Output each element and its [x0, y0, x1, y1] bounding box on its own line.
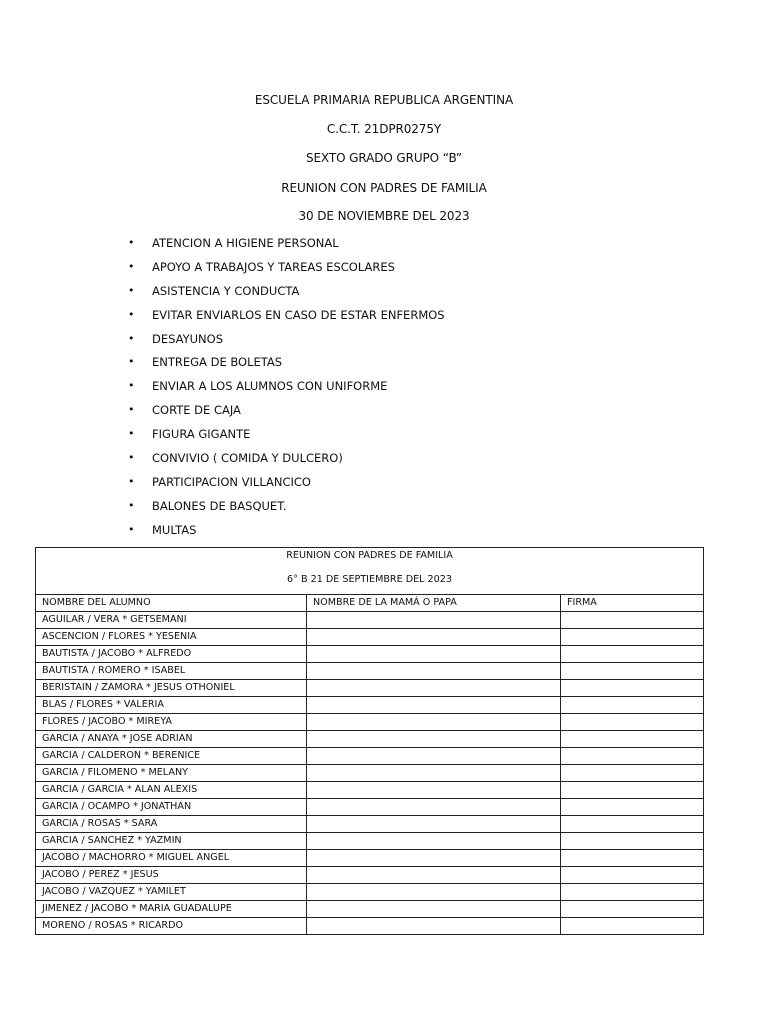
student-name-cell: BLAS / FLORES * VALERIA: [36, 697, 307, 714]
signature-cell[interactable]: [561, 697, 704, 714]
agenda-item-label: PARTICIPACION VILLANCICO: [152, 474, 311, 489]
parent-name-cell[interactable]: [307, 918, 561, 935]
signature-cell[interactable]: [561, 782, 704, 799]
parent-name-cell[interactable]: [307, 901, 561, 918]
table-row: [36, 697, 704, 714]
signature-cell[interactable]: [561, 765, 704, 782]
attendance-table: [35, 547, 704, 935]
bullet-icon: •: [128, 403, 135, 417]
table-title: REUNION CON PADRES DE FAMILIA: [286, 550, 453, 561]
meeting-date: 30 DE NOVIEMBRE DEL 2023: [298, 209, 470, 223]
signature-cell[interactable]: [561, 867, 704, 884]
agenda-item-label: MULTAS: [152, 522, 197, 537]
parent-name-cell[interactable]: [307, 833, 561, 850]
student-name-cell: GARCIA / ANAYA * JOSE ADRIAN: [36, 731, 307, 748]
parent-name-cell[interactable]: [307, 748, 561, 765]
signature-cell[interactable]: [561, 833, 704, 850]
table-title-row: [36, 548, 704, 595]
parent-name-cell[interactable]: [307, 714, 561, 731]
column-header-signature: FIRMA: [561, 595, 704, 612]
table-row: [36, 612, 704, 629]
school-name: ESCUELA PRIMARIA REPUBLICA ARGENTINA: [254, 93, 514, 107]
student-name-cell: JACOBO / MACHORRO * MIGUEL ANGEL: [36, 850, 307, 867]
signature-cell[interactable]: [561, 799, 704, 816]
agenda-item: [128, 451, 445, 475]
signature-cell[interactable]: [561, 884, 704, 901]
parent-name-cell[interactable]: [307, 697, 561, 714]
student-name-cell: GARCIA / OCAMPO * JONATHAN: [36, 799, 307, 816]
agenda-item-label: FIGURA GIGANTE: [152, 427, 251, 442]
agenda-item: [128, 260, 445, 284]
student-name-cell: GARCIA / GARCIA * ALAN ALEXIS: [36, 782, 307, 799]
student-name-cell: GARCIA / CALDERON * BERENICE: [36, 748, 307, 765]
agenda-item: [128, 332, 445, 356]
agenda-item: [128, 499, 445, 523]
signature-cell[interactable]: [561, 901, 704, 918]
table-row: [36, 918, 704, 935]
bullet-icon: •: [128, 307, 135, 321]
table-row: [36, 850, 704, 867]
table-row: [36, 714, 704, 731]
table-row: [36, 884, 704, 901]
bullet-icon: •: [128, 283, 135, 297]
table-row: [36, 799, 704, 816]
student-name-cell: JACOBO / VAZQUEZ * YAMILET: [36, 884, 307, 901]
agenda-item-label: CONVIVIO ( COMIDA Y DULCERO): [152, 451, 343, 466]
agenda-item: [128, 427, 445, 451]
bullet-icon: •: [128, 331, 135, 345]
table-row: [36, 765, 704, 782]
parent-name-cell[interactable]: [307, 663, 561, 680]
table-row: [36, 731, 704, 748]
table-row: [36, 646, 704, 663]
table-subtitle: 6° B 21 DE SEPTIEMBRE DEL 2023: [287, 574, 452, 585]
agenda-item-label: DESAYUNOS: [152, 331, 224, 346]
signature-cell[interactable]: [561, 663, 704, 680]
agenda-item-label: ENVIAR A LOS ALUMNOS CON UNIFORME: [152, 379, 388, 394]
student-name-cell: AGUILAR / VERA * GETSEMANI: [36, 612, 307, 629]
parent-name-cell[interactable]: [307, 782, 561, 799]
bullet-icon: •: [128, 474, 135, 488]
signature-cell[interactable]: [561, 714, 704, 731]
bullet-icon: •: [128, 498, 135, 512]
agenda-item-label: ENTREGA DE BOLETAS: [152, 355, 283, 370]
parent-name-cell[interactable]: [307, 816, 561, 833]
agenda-item: [128, 308, 445, 332]
parent-name-cell[interactable]: [307, 612, 561, 629]
agenda-item-label: EVITAR ENVIARLOS EN CASO DE ESTAR ENFERMOS: [152, 307, 445, 322]
table-row: [36, 748, 704, 765]
table-row: [36, 680, 704, 697]
school-code: C.C.T. 21DPR0275Y: [326, 122, 442, 136]
agenda-item: [128, 379, 445, 403]
bullet-icon: •: [128, 259, 135, 273]
signature-cell[interactable]: [561, 680, 704, 697]
bullet-icon: •: [128, 379, 135, 393]
student-name-cell: ASCENCION / FLORES * YESENIA: [36, 629, 307, 646]
parent-name-cell[interactable]: [307, 629, 561, 646]
signature-cell[interactable]: [561, 816, 704, 833]
parent-name-cell[interactable]: [307, 867, 561, 884]
column-header-parent: NOMBRE DE LA MAMÁ O PAPA: [307, 595, 561, 612]
student-name-cell: GARCIA / FILOMENO * MELANY: [36, 765, 307, 782]
agenda-list: [128, 236, 445, 547]
grade-group: SEXTO GRADO GRUPO “B”: [305, 151, 463, 165]
meeting-title: REUNION CON PADRES DE FAMILIA: [281, 181, 487, 195]
student-name-cell: GARCIA / SANCHEZ * YAZMIN: [36, 833, 307, 850]
student-name-cell: JIMENEZ / JACOBO * MARIA GUADALUPE: [36, 901, 307, 918]
agenda-item: [128, 236, 445, 260]
agenda-item-label: ASISTENCIA Y CONDUCTA: [152, 283, 300, 298]
agenda-item-label: ATENCION A HIGIENE PERSONAL: [152, 236, 339, 250]
signature-cell[interactable]: [561, 646, 704, 663]
table-row: [36, 833, 704, 850]
parent-name-cell[interactable]: [307, 731, 561, 748]
agenda-item-label: APOYO A TRABAJOS Y TAREAS ESCOLARES: [152, 259, 395, 274]
parent-name-cell[interactable]: [307, 799, 561, 816]
agenda-item: [128, 475, 445, 499]
table-title-cell: [36, 548, 704, 595]
agenda-item: [128, 523, 445, 547]
student-name-cell: MORENO / ROSAS * RICARDO: [36, 918, 307, 935]
table-row: [36, 901, 704, 918]
signature-cell[interactable]: [561, 748, 704, 765]
bullet-icon: •: [128, 522, 135, 536]
student-name-cell: BERISTAIN / ZAMORA * JESUS OTHONIEL: [36, 680, 307, 697]
table-row: [36, 782, 704, 799]
signature-cell[interactable]: [561, 612, 704, 629]
student-name-cell: FLORES / JACOBO * MIREYA: [36, 714, 307, 731]
student-name-cell: GARCIA / ROSAS * SARA: [36, 816, 307, 833]
signature-cell[interactable]: [561, 850, 704, 867]
agenda-item: [128, 403, 445, 427]
parent-name-cell[interactable]: [307, 765, 561, 782]
bullet-icon: •: [128, 427, 135, 441]
student-name-cell: JACOBO / PEREZ * JESUS: [36, 867, 307, 884]
agenda-item-label: CORTE DE CAJA: [152, 403, 241, 418]
signature-cell[interactable]: [561, 629, 704, 646]
signature-cell[interactable]: [561, 731, 704, 748]
student-name-cell: BAUTISTA / ROMERO * ISABEL: [36, 663, 307, 680]
parent-name-cell[interactable]: [307, 850, 561, 867]
agenda-item-label: BALONES DE BASQUET.: [152, 498, 287, 513]
parent-name-cell[interactable]: [307, 646, 561, 663]
parent-name-cell[interactable]: [307, 884, 561, 901]
student-name-cell: BAUTISTA / JACOBO * ALFREDO: [36, 646, 307, 663]
bullet-icon: •: [128, 451, 135, 465]
table-row: [36, 867, 704, 884]
signature-cell[interactable]: [561, 918, 704, 935]
column-header-student: NOMBRE DEL ALUMNO: [36, 595, 307, 612]
table-header-row: [36, 595, 704, 612]
table-row: [36, 816, 704, 833]
agenda-item: [128, 355, 445, 379]
agenda-item: [128, 284, 445, 308]
parent-name-cell[interactable]: [307, 680, 561, 697]
table-row: [36, 629, 704, 646]
table-row: [36, 663, 704, 680]
bullet-icon: •: [128, 355, 135, 369]
bullet-icon: •: [128, 236, 135, 249]
